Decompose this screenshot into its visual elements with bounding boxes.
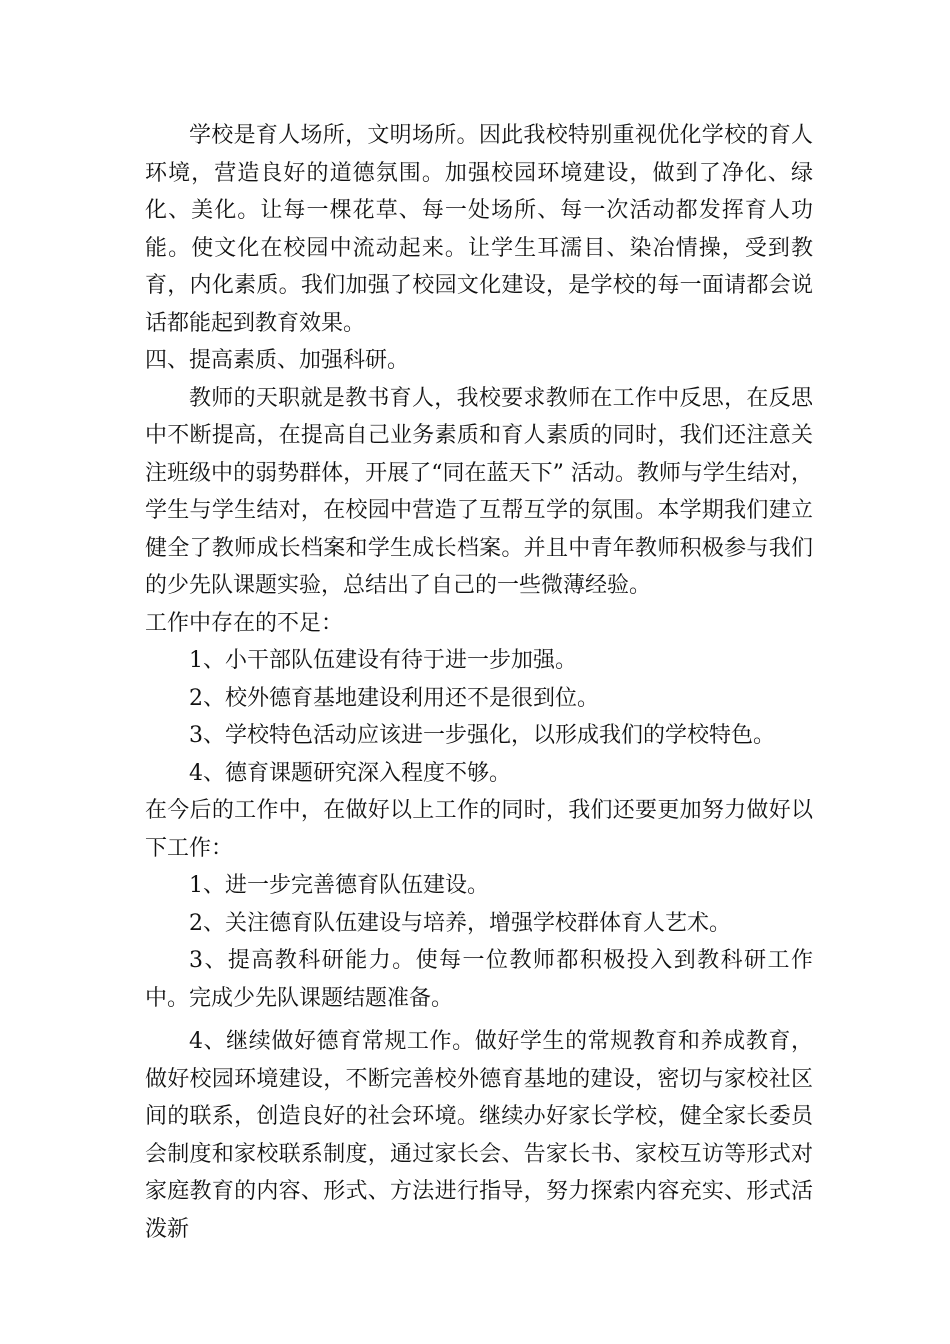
list-item-future-2: 2、关注德育队伍建设与培养，增强学校群体育人艺术。: [189, 910, 731, 936]
section-heading-four: 四、提高素质、加强科研。: [145, 348, 410, 373]
list-item-shortcoming-4: 4、德育课题研究深入程度不够。: [189, 760, 511, 786]
list-item-future-4: 4、继续做好德育常规工作。做好学生的常规教育和养成教育，做好校园环境建设，不断完善校外德育基地的建设，密切与家校社区间的联系，创造良好的社会环境。继续办好家长学校，健全家长委员会制度和家校联系制度，通过家长会、告家长书、家校互访等形式对家庭教育的内容、形式、方法进行指导，努力探索内容充实、形式活泼新: [145, 1029, 813, 1242]
list-item-shortcoming-1: 1、小干部队伍建设有待于进一步加强。: [189, 648, 577, 673]
list-item-future-1: 1、进一步完善德育队伍建设。: [189, 873, 489, 898]
heading-shortcomings: 工作中存在的不足：: [145, 610, 344, 636]
paragraph-future-work-intro: 在今后的工作中，在做好以上工作的同时，我们还要更加努力做好以下工作：: [145, 798, 813, 861]
list-item-shortcoming-3: 3、学校特色活动应该进一步强化，以形成我们的学校特色。: [189, 723, 775, 748]
list-item-shortcoming-2: 2、校外德育基地建设利用还不是很到位。: [189, 685, 599, 711]
document-body: [145, 117, 813, 1248]
paragraph-teacher-duty: 教师的天职就是教书育人，我校要求教师在工作中反思，在反思中不断提高，在提高自己业务素质和育人素质的同时，我们还注意关注班级中的弱势群体，开展了“同在蓝天下” 活动。教师与学生结对，学生与学生结对，在校园中营造了互帮互学的氛围。本学期我们建立健全了教师成长档案和学生成长档案。并且中青年教师积极参与我们的少先队课题实验，总结出了自己的一些微薄经验。: [145, 385, 813, 598]
paragraph-campus-environment: 学校是育人场所，文明场所。因此我校特别重视优化学校的育人环境，营造良好的道德氛围。加强校园环境建设，做到了净化、绿化、美化。让每一棵花草、每一处场所、每一次活动都发挥育人功能。使文化在校园中流动起来。让学生耳濡目、染冶情操，受到教育，内化素质。我们加强了校园文化建设，是学校的每一面请都会说话都能起到教育效果。: [145, 123, 813, 336]
list-item-future-3: 3、提高教科研能力。使每一位教师都积极投入到教科研工作中。完成少先队课题结题准备。: [145, 948, 813, 1011]
